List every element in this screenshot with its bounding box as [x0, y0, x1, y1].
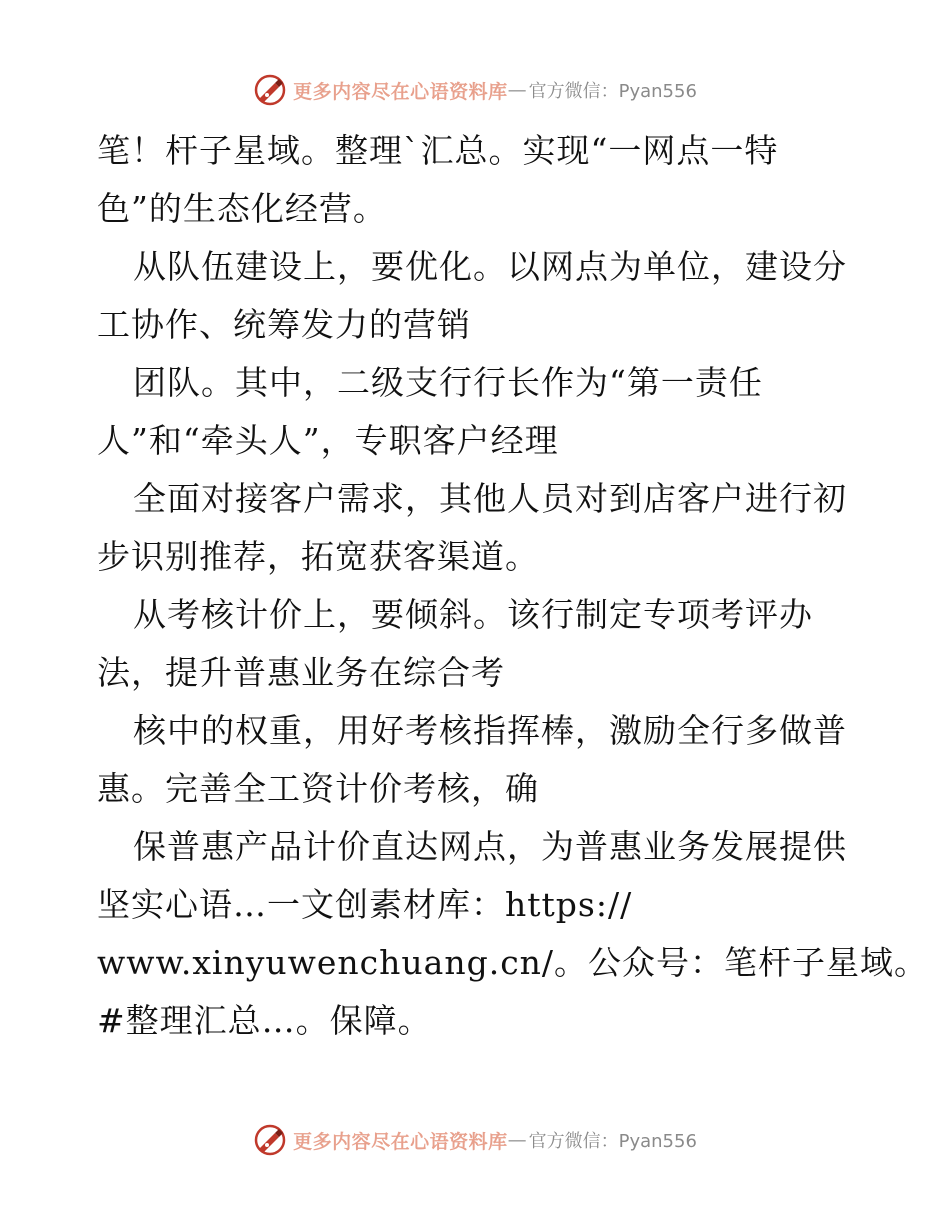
text-line-6: 人”和“牵头人”，专职客户经理 [97, 421, 559, 460]
text-line-14: 坚实心语…一文创素材库：https:// [97, 885, 633, 924]
footer-banner-wechat: 官方微信：Pyan556 [528, 1131, 697, 1152]
text-line-12: 惠。完善全工资计价考核，确 [97, 769, 539, 808]
text-line-3: 从队伍建设上，要优化。以网点为单位，建设分 [133, 247, 847, 286]
pen-nib-logo-icon [253, 73, 287, 107]
footer-banner-dash: — [507, 1129, 527, 1151]
text-line-1: 笔！杆子星域。整理`汇总。实现“一网点一特 [97, 131, 779, 170]
text-line-10: 法，提升普惠业务在综合考 [97, 653, 505, 692]
text-line-7: 全面对接客户需求，其他人员对到店客户进行初 [133, 479, 847, 518]
header-banner-wechat: 官方微信：Pyan556 [528, 81, 697, 102]
text-line-4: 工协作、统筹发力的营销 [97, 305, 471, 344]
text-line-5: 团队。其中，二级支行行长作为“第一责任 [133, 363, 763, 402]
header-banner [0, 70, 950, 110]
header-banner-text: 更多内容尽在心语资料库 [293, 80, 508, 103]
text-line-16: #整理汇总…。保障。 [97, 1001, 432, 1040]
footer-banner [0, 1120, 950, 1160]
text-line-13: 保普惠产品计价直达网点，为普惠业务发展提供 [133, 827, 847, 866]
text-line-2: 色”的生态化经营。 [97, 189, 387, 228]
text-line-9: 从考核计价上，要倾斜。该行制定专项考评办 [133, 595, 813, 634]
text-line-8: 步识别推荐，拓宽获客渠道。 [97, 537, 539, 576]
footer-banner-text: 更多内容尽在心语资料库 [293, 1130, 508, 1153]
document-body [97, 122, 929, 1050]
text-line-11: 核中的权重，用好考核指挥棒，激励全行多做普 [133, 711, 847, 750]
text-line-15: www.xinyuwenchuang.cn/。公众号：笔杆子星域。 [97, 943, 929, 982]
header-banner-dash: — [507, 79, 527, 101]
pen-nib-logo-icon [253, 1123, 287, 1157]
